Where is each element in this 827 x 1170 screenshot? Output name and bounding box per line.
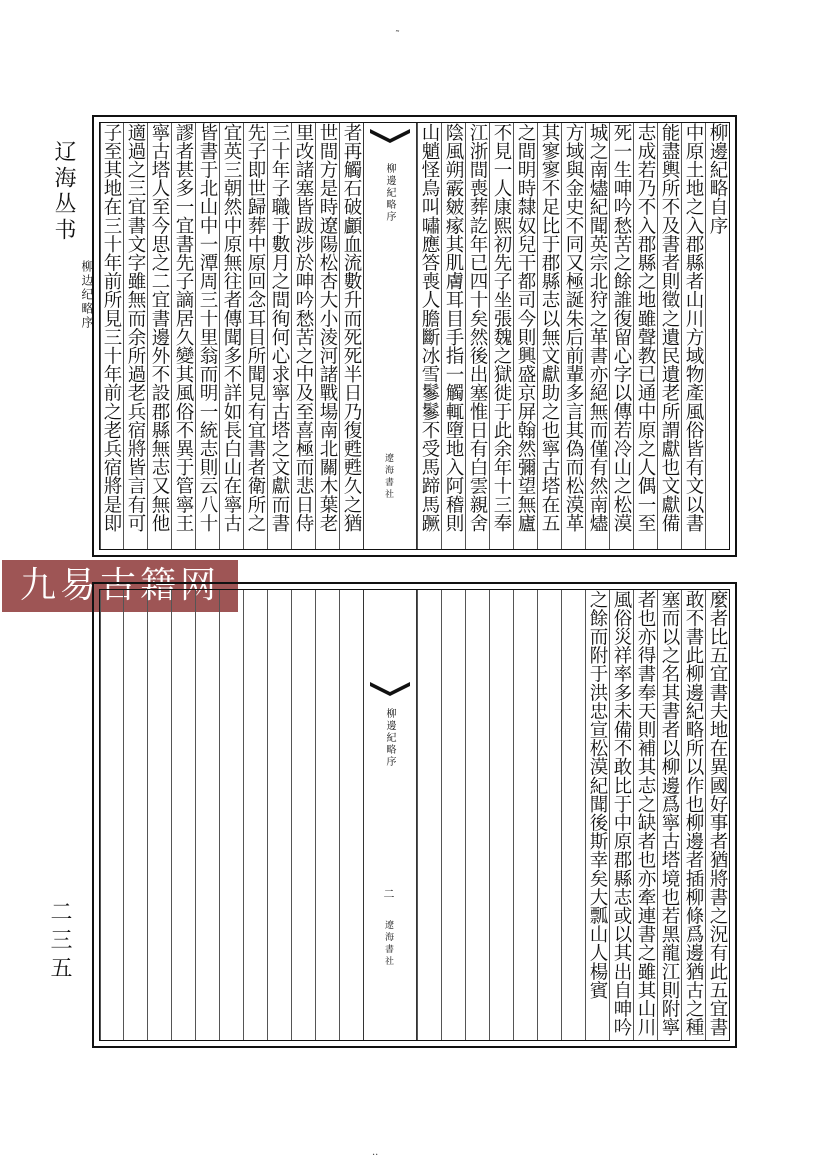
text-column: 之間明時隸奴兒干都司今則興盛京屏翰然彌望無廬	[513, 123, 537, 549]
text-column: 風俗災祥率多未備不敢比于中原郡縣志或以其出自呻吟	[609, 590, 633, 1040]
top-page-panel	[92, 115, 737, 557]
text-column: 者也亦得書奉天則補其志之缺者也亦牽連書之雖其山川	[633, 590, 657, 1040]
fish-tail-mark	[370, 682, 410, 696]
text-column: 死一生呻吟愁苦之餘誰復留心字以傳若冷山之松漠	[609, 123, 633, 549]
fish-tail-mark	[370, 129, 410, 143]
spine-page-number: 二	[382, 888, 395, 899]
spine-title: 柳邊紀略序	[384, 708, 395, 768]
empty-column	[123, 590, 147, 1040]
text-column: 子至其地在三十年前所見三十年前之老兵宿將是即	[100, 123, 123, 549]
text-column: 塞而以之名其書者以柳邊爲寧古塔境也若黑龍江則附寧	[657, 590, 681, 1040]
text-column: 寧古塔人至今思之二宜書邊外不設郡縣無志又無他	[147, 123, 171, 549]
text-column: 適過之三宜書文字雖無而余所過老兵宿將皆言有可	[123, 123, 147, 549]
text-column: 陰風朔霰皴瘃其肌膚耳目手指一觸輒墮地入阿稽則	[441, 123, 465, 549]
text-column: 麼者比五宜書夫地在異國好事者猶將書之況有此五宜書	[705, 590, 729, 1040]
speck: ˜	[395, 30, 400, 41]
empty-column	[417, 590, 441, 1040]
text-column: 志成若乃不入郡縣之地雖聲教已通中原之人偶一至	[633, 123, 657, 549]
series-title: 辽海丛书	[51, 140, 76, 244]
bottom-page-spine	[363, 590, 417, 1040]
spine-press: 遼海書社	[383, 453, 393, 501]
text-column: 其寥寥不足比于郡縣志以無文獻助之也寧古塔在五	[537, 123, 561, 549]
spine-press: 遼海書社	[383, 920, 393, 968]
text-column: 山魈怪鳥叫嘯應答喪人膽斷冰雪鬖鬖不受馬蹄馬蹶	[417, 123, 441, 549]
top-page-spine	[363, 123, 417, 549]
text-column: 江浙間喪葬訖年已四十矣然後出塞惟日有白雲親舍	[465, 123, 489, 549]
bottom-page-panel	[92, 582, 737, 1048]
empty-column	[315, 590, 339, 1040]
page-number: 二三五	[47, 900, 72, 984]
text-column: 謬者甚多一宜書先子謫居久變其風俗不異于管寧王	[171, 123, 195, 549]
bottom-page-frame	[99, 589, 730, 1041]
section-subtitle: 柳边纪略序	[80, 260, 94, 330]
text-column: 先子即世歸葬中原回念耳目所聞見有宜書者衛所之	[243, 123, 267, 549]
text-column: 中原土地之入郡縣者山川方域物產風俗皆有文以書	[681, 123, 705, 549]
empty-column	[195, 590, 219, 1040]
text-column: 宜英三朝然中原無往者傳聞多不詳如長白山在寧古	[219, 123, 243, 549]
text-column: 不見一人康熙初先子坐張魏之獄徙于此余年十三奉	[489, 123, 513, 549]
top-page-frame	[99, 122, 730, 550]
empty-column	[171, 590, 195, 1040]
spine-title: 柳邊紀略序	[384, 163, 395, 223]
empty-column	[489, 590, 513, 1040]
empty-column	[219, 590, 243, 1040]
empty-column	[513, 590, 537, 1040]
text-column: 城之南燼紀聞英宗北狩之革書亦絕無而僅有然南燼	[585, 123, 609, 549]
text-column: 世間方是時遼陽松杏大小淩河諸戰場南北關木葉老	[315, 123, 339, 549]
empty-column	[561, 590, 585, 1040]
text-column: 柳邊紀略自序	[705, 123, 729, 549]
empty-column	[339, 590, 363, 1040]
empty-column	[100, 590, 123, 1040]
empty-column	[465, 590, 489, 1040]
empty-column	[441, 590, 465, 1040]
text-column: 里改諸塞皆跋涉於呻吟愁苦之中及至喜極而悲日侍	[291, 123, 315, 549]
empty-column	[267, 590, 291, 1040]
text-column: 之餘而附于洪忠宣松漠紀聞後斯幸矣大瓢山人楊賓	[585, 590, 609, 1040]
text-column: 方域與金史不同又極誕朱后前輩多言其偽而松漠革	[561, 123, 585, 549]
speck: ··	[372, 1150, 379, 1161]
text-column: 能盡輿所不及書者則徵之遺民遺老所謂獻也文獻備	[657, 123, 681, 549]
empty-column	[147, 590, 171, 1040]
text-column: 三十年子職于數月之間徇何心求寧古塔之文獻而書	[267, 123, 291, 549]
text-column: 皆書于北山中一潭周三十里翁而明一統志則云八十	[195, 123, 219, 549]
empty-column	[291, 590, 315, 1040]
empty-column	[537, 590, 561, 1040]
text-column: 者再觸石破顱血流數升而死死半日乃復甦甦久之猶	[339, 123, 363, 549]
watermark-banner: 九易古籍网	[2, 560, 238, 612]
text-column: 敢不書此柳邊紀略所以作也柳邊者插柳條爲邊猶古之種	[681, 590, 705, 1040]
empty-column	[243, 590, 267, 1040]
